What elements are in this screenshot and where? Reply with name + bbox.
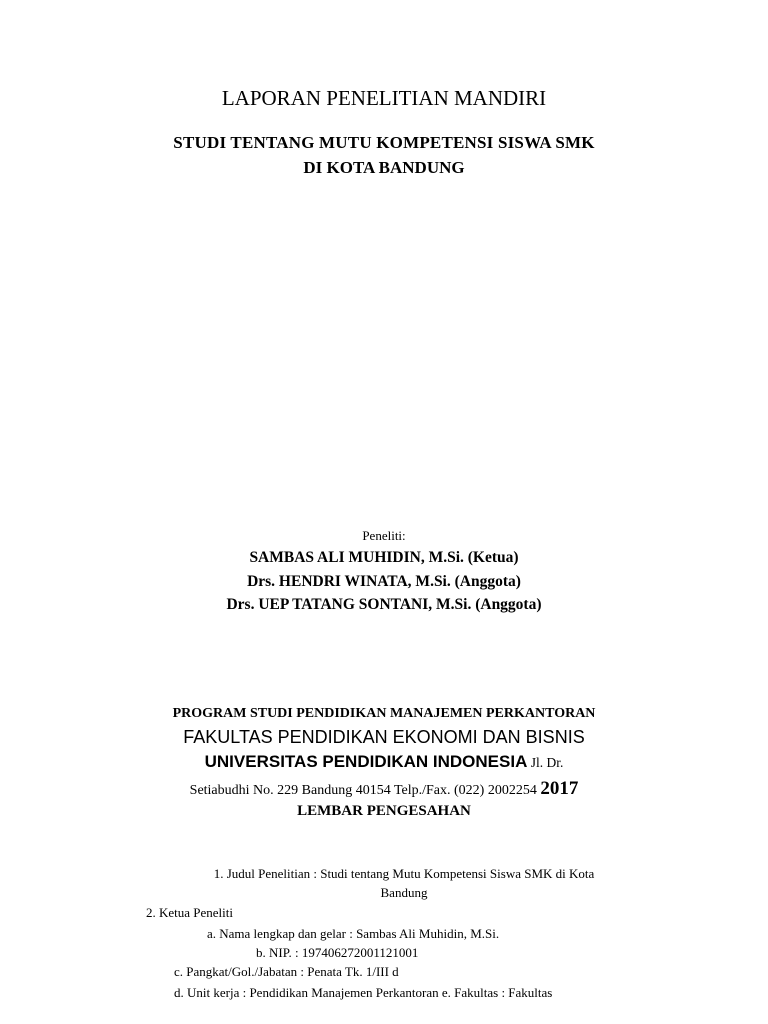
nip-item: b. NIP. : 197406272001121001 <box>256 945 419 960</box>
researcher-member-2: Drs. UEP TATANG SONTANI, M.Si. (Anggota) <box>226 596 542 613</box>
university-line <box>0 752 768 772</box>
research-title-item-continued: Bandung <box>380 885 428 900</box>
faculty-name: FAKULTAS PENDIDIKAN EKONOMI DAN BISNIS <box>183 727 585 747</box>
study-program: PROGRAM STUDI PENDIDIKAN MANAJEMEN PERKANTORAN <box>172 706 596 721</box>
approval-sheet-heading: LEMBAR PENGESAHAN <box>297 803 471 819</box>
address-line <box>0 778 768 800</box>
lead-researcher-item: 2. Ketua Peneliti <box>146 905 234 920</box>
university-name: UNIVERSITAS PENDIDIKAN INDONESIA <box>204 752 528 771</box>
report-year: 2017 <box>540 778 579 799</box>
researcher-lead: SAMBAS ALI MUHIDIN, M.Si. (Ketua) <box>249 549 519 566</box>
researcher-member-1: Drs. HENDRI WINATA, M.Si. (Anggota) <box>247 573 521 590</box>
researchers-label: Peneliti: <box>362 528 406 543</box>
rank-item: c. Pangkat/Gol./Jabatan : Penata Tk. 1/III d <box>174 964 399 979</box>
work-unit-item: d. Unit kerja : Pendidikan Manajemen Perkantoran e. Fakultas : Fakultas <box>174 985 553 1000</box>
report-title: LAPORAN PENELITIAN MANDIRI <box>221 86 547 110</box>
address-start: Jl. Dr. <box>530 755 564 770</box>
full-name-item: a. Nama lengkap dan gelar : Sambas Ali Muhidin, M.Si. <box>207 926 500 941</box>
study-title-line-1: STUDI TENTANG MUTU KOMPETENSI SISWA SMK <box>173 133 595 152</box>
research-title-item: 1. Judul Penelitian : Studi tentang Mutu Kompetensi Siswa SMK di Kota <box>213 866 595 881</box>
study-title-line-2: DI KOTA BANDUNG <box>303 158 465 177</box>
address-text: Setiabudhi No. 229 Bandung 40154 Telp./Fax. (022) 2002254 <box>189 783 537 798</box>
